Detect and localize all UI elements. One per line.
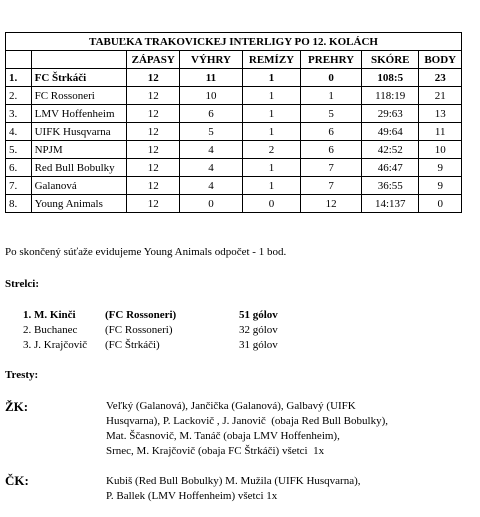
penalties-heading: Tresty: — [5, 369, 39, 381]
scorer-rank: 1. — [23, 309, 32, 321]
team-cell: Galanová — [31, 177, 127, 195]
vyhry-cell: 0 — [180, 195, 243, 213]
zapasy-cell: 12 — [127, 159, 180, 177]
rank-cell: 7. — [6, 177, 32, 195]
scorers-heading: Strelci: — [5, 278, 40, 290]
scorer-goals: 31 gólov — [239, 339, 278, 351]
scorer-rank: 2. — [23, 324, 32, 336]
remizy-cell: 1 — [242, 177, 300, 195]
remizy-cell: 1 — [242, 159, 300, 177]
team-cell: FC Rossoneri — [31, 87, 127, 105]
skore-cell: 14:137 — [362, 195, 419, 213]
team-cell: NPJM — [31, 141, 127, 159]
rank-cell: 1. — [6, 69, 32, 87]
body-cell: 9 — [419, 177, 462, 195]
table-row — [6, 69, 462, 87]
penalty-line: Srnec, M. Krajčovič (obaja FC Štrkáči) všetci 1x — [106, 445, 325, 457]
prehry-cell: 6 — [301, 141, 362, 159]
body-cell: 21 — [419, 87, 462, 105]
league-table — [5, 32, 462, 213]
rank-cell: 6. — [6, 159, 32, 177]
scorer-club: (FC Rossoneri) — [105, 324, 173, 336]
red-card-text — [106, 474, 436, 504]
vyhry-cell: 5 — [180, 123, 243, 141]
penalty-line: P. Ballek (LMV Hoffenheim) všetci 1x — [106, 490, 278, 502]
rank-cell: 8. — [6, 195, 32, 213]
body-cell: 11 — [419, 123, 462, 141]
skore-cell: 49:64 — [362, 123, 419, 141]
scorer-goals: 32 gólov — [239, 324, 278, 336]
remizy-cell: 1 — [242, 69, 300, 87]
table-row — [6, 123, 462, 141]
zapasy-cell: 12 — [127, 123, 180, 141]
body-cell: 0 — [419, 195, 462, 213]
team-cell: Young Animals — [31, 195, 127, 213]
body-cell: 10 — [419, 141, 462, 159]
table-title: TABUĽKA TRAKOVICKEJ INTERLIGY PO 12. KOLÁCH — [6, 33, 462, 51]
table-row — [6, 87, 462, 105]
zapasy-cell: 12 — [127, 105, 180, 123]
yellow-card-label: ŽK: — [5, 399, 29, 414]
rank-cell: 3. — [6, 105, 32, 123]
zapasy-cell: 12 — [127, 195, 180, 213]
vyhry-cell: 4 — [180, 141, 243, 159]
table-row — [6, 141, 462, 159]
header-remizy: REMÍZY — [242, 51, 300, 69]
table-row — [6, 195, 462, 213]
scorer-name: M. Kinči — [34, 309, 76, 321]
prehry-cell: 5 — [301, 105, 362, 123]
remizy-cell: 2 — [242, 141, 300, 159]
header-body: BODY — [419, 51, 462, 69]
vyhry-cell: 6 — [180, 105, 243, 123]
vyhry-cell: 4 — [180, 159, 243, 177]
table-row — [6, 177, 462, 195]
vyhry-cell: 11 — [180, 69, 243, 87]
vyhry-cell: 4 — [180, 177, 243, 195]
zapasy-cell: 12 — [127, 87, 180, 105]
prehry-cell: 1 — [301, 87, 362, 105]
header-skore: SKÓRE — [362, 51, 419, 69]
remizy-cell: 1 — [242, 87, 300, 105]
body-cell: 23 — [419, 69, 462, 87]
table-header-row — [6, 51, 462, 69]
remizy-cell: 0 — [242, 195, 300, 213]
scorer-club: (FC Štrkáči) — [105, 339, 160, 351]
penalty-line: Husqvarna), P. Lackovič , J. Janovič (obaja Red Bull Bobulky), — [106, 415, 388, 427]
team-cell: UIFK Husqvarna — [31, 123, 127, 141]
rank-cell: 2. — [6, 87, 32, 105]
penalty-line: Mat. Ščasnovič, M. Tanáč (obaja LMV Hoffenheim), — [106, 430, 340, 442]
remizy-cell: 1 — [242, 123, 300, 141]
header-vyhry: VÝHRY — [180, 51, 243, 69]
body-cell: 13 — [419, 105, 462, 123]
skore-cell: 42:52 — [362, 141, 419, 159]
penalty-line: Veľký (Galanová), Jančička (Galanová), Galbavý (UIFK — [106, 400, 356, 412]
remizy-cell: 1 — [242, 105, 300, 123]
vyhry-cell: 10 — [180, 87, 243, 105]
skore-cell: 29:63 — [362, 105, 419, 123]
skore-cell: 46:47 — [362, 159, 419, 177]
skore-cell: 36:55 — [362, 177, 419, 195]
rank-cell: 4. — [6, 123, 32, 141]
zapasy-cell: 12 — [127, 177, 180, 195]
scorer-club: (FC Rossoneri) — [105, 309, 177, 321]
scorer-rank: 3. — [23, 339, 32, 351]
header-prehry: PREHRY — [301, 51, 362, 69]
table-row — [6, 159, 462, 177]
team-cell: Red Bull Bobulky — [31, 159, 127, 177]
penalty-line: Kubiš (Red Bull Bobulky) M. Mužila (UIFK Husqvarna), — [106, 475, 361, 487]
rank-cell: 5. — [6, 141, 32, 159]
red-card-label: ČK: — [5, 473, 29, 488]
prehry-cell: 0 — [301, 69, 362, 87]
team-cell: LMV Hoffenheim — [31, 105, 127, 123]
prehry-cell: 6 — [301, 123, 362, 141]
prehry-cell: 7 — [301, 177, 362, 195]
table-row — [6, 105, 462, 123]
header-zapasy: ZÁPASY — [127, 51, 180, 69]
skore-cell: 108:5 — [362, 69, 419, 87]
scorer-goals: 51 gólov — [239, 309, 278, 321]
scorer-name: Buchanec — [34, 324, 78, 336]
yellow-card-text — [106, 399, 436, 459]
scorer-name: J. Krajčovič — [34, 339, 88, 351]
prehry-cell: 12 — [301, 195, 362, 213]
zapasy-cell: 12 — [127, 141, 180, 159]
prehry-cell: 7 — [301, 159, 362, 177]
skore-cell: 118:19 — [362, 87, 419, 105]
body-cell: 9 — [419, 159, 462, 177]
zapasy-cell: 12 — [127, 69, 180, 87]
deduction-note: Po skončený súťaže evidujeme Young Animals odpočet - 1 bod. — [5, 246, 287, 258]
team-cell: FC Štrkáči — [31, 69, 127, 87]
